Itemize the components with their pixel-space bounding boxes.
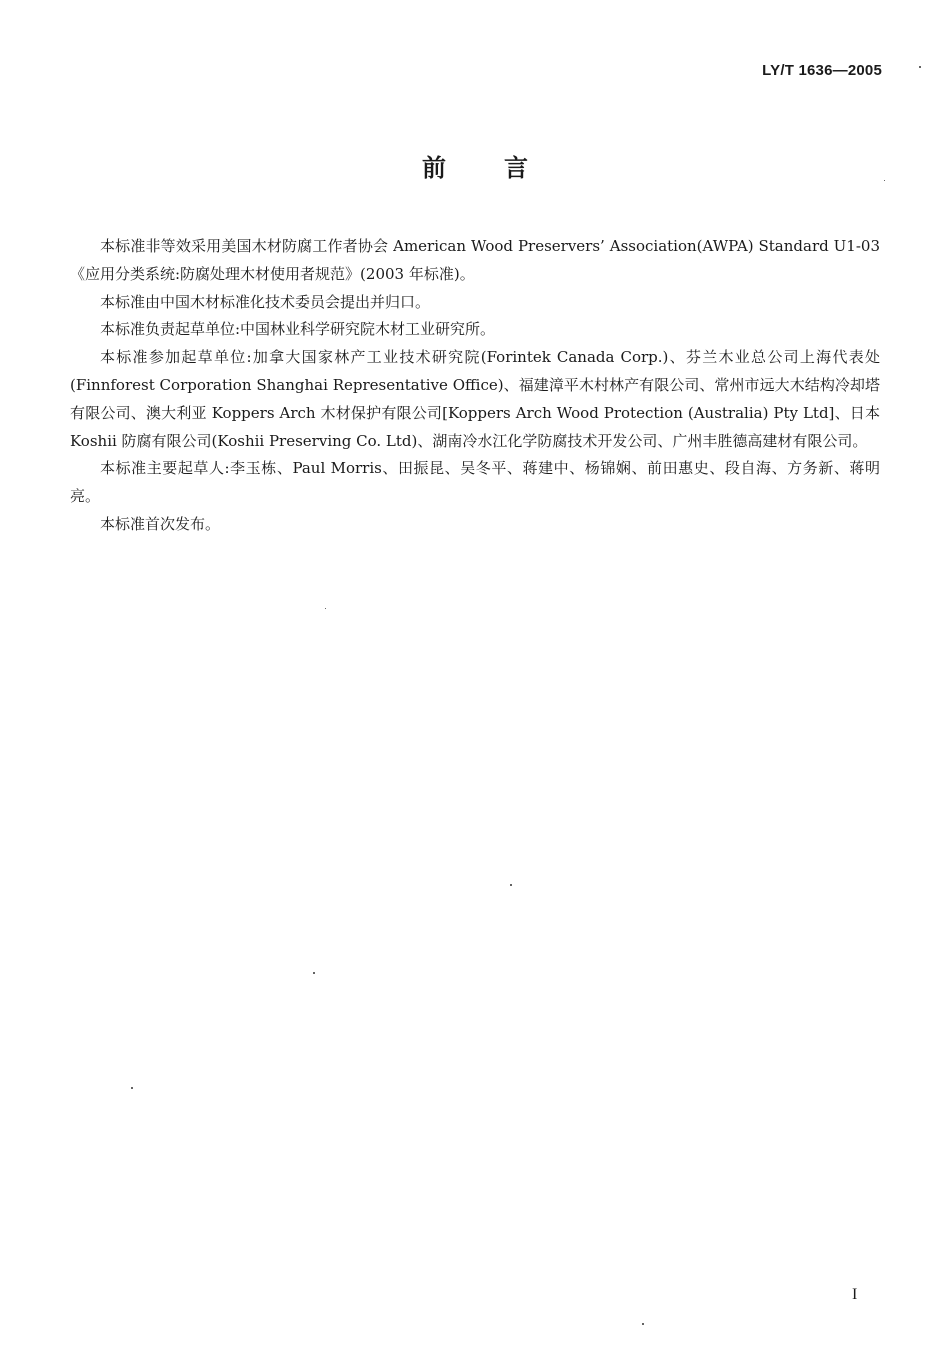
standard-code: LY/T 1636—2005 [762,62,882,79]
scan-speck [510,884,512,886]
paragraph-adoption: 本标准非等效采用美国木材防腐工作者协会 American Wood Preservers’ Association(AWPA) Standard U1-03《应用分类系统:防腐处理木材使用者规范》(2003 年标准)。 [70,237,880,283]
paragraph-lead-drafter: 本标准负责起草单位:中国林业科学研究院木材工业研究所。 [100,320,496,339]
page-title: 前言 [422,154,586,182]
paragraph-participating-drafters: 本标准参加起草单位:加拿大国家林产工业技术研究院(Forintek Canada Corp.)、芬兰木业总公司上海代表处(Finnforest Corporation Shanghai Representative Office)、福建漳平木村林产有限公司、常州市远大木结构冷却塔有限公司、澳大利亚 Koppers Arch 木材保护有限公司[Koppers Arch Wood Protection (Australia) Pty Ltd]、日本 Koshii 防腐有限公司(Koshii Preserving Co. Ltd)、湖南冷水江化学防腐技术开发公司、广州丰胜德高建材有限公司。 [70,348,880,450]
scan-speck [131,1087,133,1089]
page-number: I [852,1286,858,1303]
scan-speck [884,180,885,181]
scan-speck [313,972,315,974]
paragraph-main-drafters: 本标准主要起草人:李玉栋、Paul Morris、田振昆、吴冬平、蒋建中、杨锦娴、前田惠史、段自海、方务新、蒋明亮。 [70,459,880,506]
paragraph-first-release: 本标准首次发布。 [100,514,221,533]
scan-speck [642,1323,644,1325]
scan-speck [325,608,326,609]
paragraph-proposer: 本标准由中国木材标准化技术委员会提出并归口。 [100,292,431,311]
document-body [70,233,880,539]
scan-speck [919,66,921,68]
